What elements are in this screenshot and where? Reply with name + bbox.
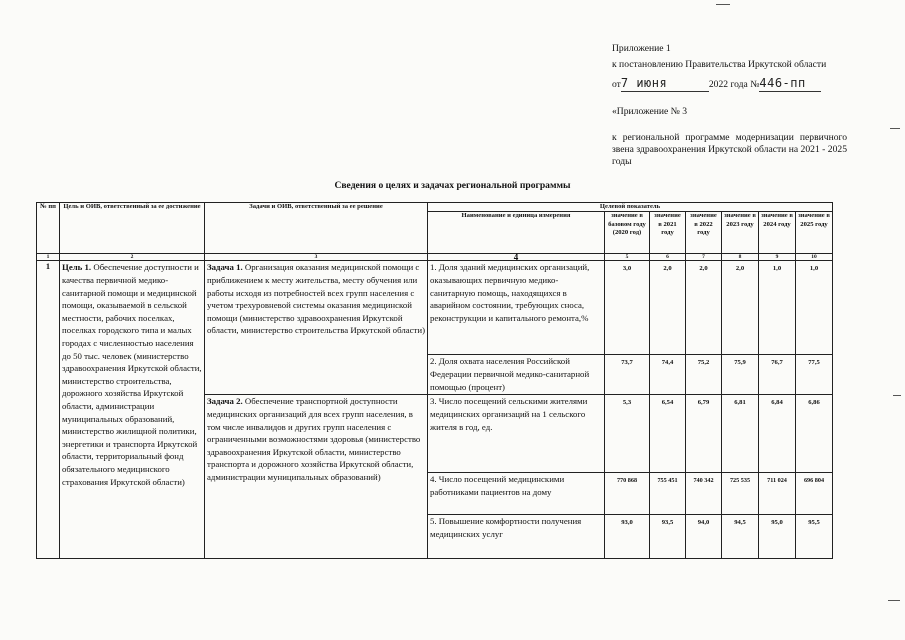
col-number: 6 — [650, 254, 686, 261]
scan-mark — [888, 600, 900, 601]
indicator-value: 711 024 — [759, 473, 796, 515]
indicator-value: 5,3 — [605, 395, 650, 473]
indicator-name: 2. Доля охвата населения Российской Федерации первичной медико-санитарной помощью (процент) — [428, 355, 605, 395]
col-number: 1 — [37, 254, 60, 261]
header-line-2: к постановлению Правительства Иркутской области — [612, 59, 827, 70]
col-number: 8 — [722, 254, 759, 261]
indicator-value: 2,0 — [650, 261, 686, 355]
document-title: Сведения о целях и задачах региональной программы — [334, 180, 571, 191]
indicator-value: 76,7 — [759, 355, 796, 395]
col-number: 4 — [428, 254, 605, 261]
goal-cell — [60, 261, 205, 559]
col-2024-header: значение в 2024 году — [759, 212, 796, 254]
task-1-text: Организация оказания медицинской помощи с приближением к месту жительства, месту обучения или работы исходя из потребностей всех групп населения с учетом трехуровневой системы оказания медицинской помощи (министерство здравоохранения Иркутской области, министерство строительства Иркутской области) — [207, 262, 426, 336]
indicator-value: 1,0 — [796, 261, 833, 355]
header-line-1: Приложение 1 — [612, 43, 671, 54]
task-2-cell — [205, 395, 428, 559]
indicator-name: 4. Число посещений медицинскими работниками пациентов на дому — [428, 473, 605, 515]
task-1-cell — [205, 261, 428, 395]
appendix-line: «Приложение № 3 — [612, 106, 688, 117]
col-2022-header: значение в 2022 году — [686, 212, 722, 254]
indicator-value: 6,86 — [796, 395, 833, 473]
col-2021-header: значение в 2021 году — [650, 212, 686, 254]
indicator-value: 696 804 — [796, 473, 833, 515]
header-date-line — [612, 77, 847, 92]
col-goal-header: Цель и ОИВ, ответственный за ее достижение — [60, 203, 205, 254]
indicator-value: 94,0 — [686, 515, 722, 559]
task-2-label: Задача 2. — [207, 396, 243, 407]
indicator-value: 2,0 — [686, 261, 722, 355]
indicator-value: 95,5 — [796, 515, 833, 559]
indicator-value: 6,84 — [759, 395, 796, 473]
column-numbers-row — [37, 254, 833, 261]
indicator-value: 73,7 — [605, 355, 650, 395]
col-number: 3 — [205, 254, 428, 261]
indicator-value: 740 342 — [686, 473, 722, 515]
task-2-text: Обеспечение транспортной доступности медицинских организаций для всех групп населения, в том числе инвалидов и других групп населения с ограниченными возможностями здоровья (министерство здравоохранения Иркутской области, министерство транспорта и дорожного хозяйства Иркутской области, администрации муниципальных образований) — [207, 396, 421, 482]
program-reference: к региональной программе модернизации первичного звена здравоохранения Иркутской области на 2021 - 2025 годы — [612, 132, 847, 167]
indicator-value: 95,0 — [759, 515, 796, 559]
task-1-label: Задача 1. — [207, 262, 243, 273]
indicator-value: 93,0 — [605, 515, 650, 559]
indicator-value: 75,9 — [722, 355, 759, 395]
scan-mark — [716, 4, 730, 5]
indicator-name: 5. Повышение комфортности получения медицинских услуг — [428, 515, 605, 559]
indicator-value: 77,5 — [796, 355, 833, 395]
col-number: 7 — [686, 254, 722, 261]
handwritten-date: 7 июня — [620, 76, 668, 90]
col-indicator-header: Наименование и единица измерения — [428, 212, 605, 254]
indicator-value: 6,81 — [722, 395, 759, 473]
col-number: 10 — [796, 254, 833, 261]
handwritten-number: 446-пп — [759, 76, 806, 90]
year-suffix: 2022 года № — [708, 79, 760, 90]
header-row — [37, 203, 833, 212]
date-field — [621, 77, 709, 92]
col-base-header: значение в базовом году (2020 год) — [605, 212, 650, 254]
goals-table — [36, 202, 833, 559]
indicator-value: 1,0 — [759, 261, 796, 355]
col-task-header: Задачи и ОИВ, ответственный за ее решение — [205, 203, 428, 254]
number-field — [759, 77, 821, 92]
col-number: 9 — [759, 254, 796, 261]
indicator-value: 2,0 — [722, 261, 759, 355]
row-number: 1 — [37, 261, 60, 559]
indicator-value: 75,2 — [686, 355, 722, 395]
indicator-value: 94,5 — [722, 515, 759, 559]
indicator-value: 6,79 — [686, 395, 722, 473]
indicator-value: 6,54 — [650, 395, 686, 473]
indicator-value: 93,5 — [650, 515, 686, 559]
col-number: 5 — [605, 254, 650, 261]
indicator-value: 3,0 — [605, 261, 650, 355]
from-prefix: от — [612, 79, 621, 90]
scan-mark — [893, 395, 901, 396]
col-2023-header: значение в 2023 году — [722, 212, 759, 254]
goal-text: Обеспечение доступности и качества первичной медико-санитарной помощи и медицинской помощи, оказываемой в сельской местности, рабочих поселках, поселках городского типа и малых городах с численностью населения до 50 тыс. человек (министерство здравоохранения Иркутской области, министерство строительства, дорожного хозяйства Иркутской области, администрации муниципальных образований, министерство жилищной политики, энергетики и транспорта Иркутской области, территориальный фонд обязательного медицинского страхования Иркутской области) — [62, 262, 202, 487]
indicator-value: 770 868 — [605, 473, 650, 515]
scan-mark — [890, 128, 900, 129]
col-target-header: Целевой показатель — [428, 203, 833, 212]
indicator-value: 74,4 — [650, 355, 686, 395]
indicator-name: 1. Доля зданий медицинских организаций, оказывающих первичную медико-санитарную помощь, находящихся в аварийном состоянии, требующих сноса, реконструкции и капитального ремонта,% — [428, 261, 605, 355]
col-2025-header: значение в 2025 году — [796, 212, 833, 254]
header-block — [612, 43, 847, 168]
col-number: 2 — [60, 254, 205, 261]
goal-label: Цель 1. — [62, 262, 92, 273]
indicator-value: 755 451 — [650, 473, 686, 515]
table-row — [37, 261, 833, 355]
col-num-header: № пп — [37, 203, 60, 254]
indicator-value: 725 535 — [722, 473, 759, 515]
indicator-name: 3. Число посещений сельскими жителями медицинских организаций на 1 сельского жителя в год, ед. — [428, 395, 605, 473]
